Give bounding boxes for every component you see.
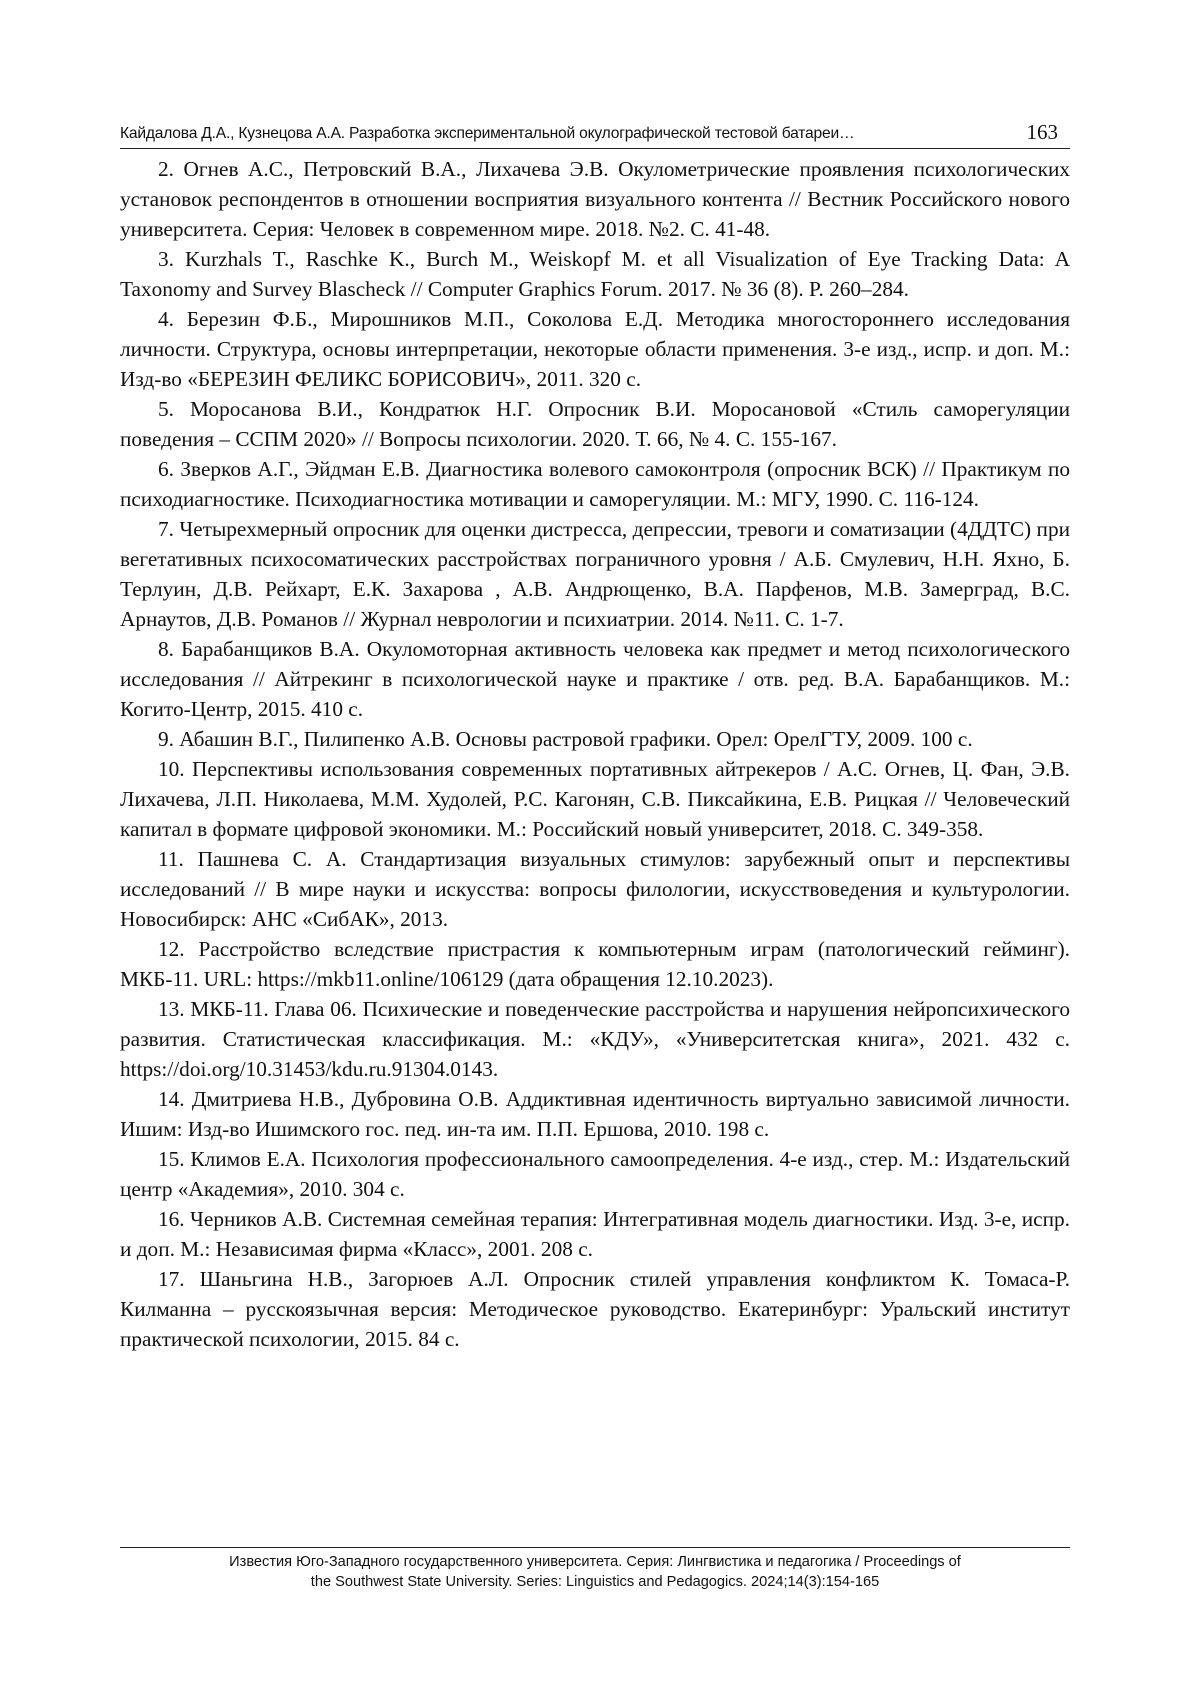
reference-item: 6. Зверков А.Г., Эйдман Е.В. Диагностика волевого самоконтроля (опросник ВСК) // Практикум по психодиагностике. Психодиагностика мотивации и саморегуляции. М.: МГУ, 1990. С. 116-124. — [120, 457, 1070, 511]
reference-item: 12. Расстройство вследствие пристрастия к компьютерным играм (патологический гейминг). МКБ-11. URL: https://mkb11.online/106129 (дата обращения 12.10.2023). — [120, 937, 1070, 991]
reference-item: 4. Березин Ф.Б., Мирошников М.П., Соколова Е.Д. Методика многостороннего исследования личности. Структура, основы интерпретации, некоторые области применения. 3-е изд., испр. и доп. М.: Изд-во «БЕРЕЗИН ФЕЛИКС БОРИСОВИЧ», 2011. 320 с. — [120, 307, 1070, 391]
reference-item: 11. Пашнева С. А. Стандартизация визуальных стимулов: зарубежный опыт и перспективы исследований // В мире науки и искусства: вопросы филологии, искусствоведения и культурологии. Новосибирск: АНС «СибАК», 2013. — [120, 847, 1070, 931]
running-title: Кайдалова Д.А., Кузнецова А.А. Разработка экспериментальной окулографической тестовой батареи… — [120, 125, 855, 142]
running-header — [120, 116, 1070, 149]
reference-list — [120, 154, 1070, 1354]
page-number: 163 — [1026, 120, 1058, 144]
reference-item: 7. Четырехмерный опросник для оценки дистресса, депрессии, тревоги и соматизации (4ДДТС) при вегетативных психосоматических расстройствах пограничного уровня / А.Б. Смулевич, Н.Н. Яхно, Б. Терлуин, Д.В. Рейхарт, Е.К. Захарова , А.В. Андрющенко, В.А. Парфенов, М.В. Замерград, В.С. Арнаутов, Д.В. Романов // Журнал неврологии и психиатрии. 2014. №11. С. 1-7. — [120, 517, 1070, 631]
running-footer — [120, 1547, 1070, 1592]
reference-item: 16. Черников А.В. Системная семейная терапия: Интегративная модель диагностики. Изд. 3-е, испр. и доп. М.: Независимая фирма «Класс», 2001. 208 с. — [120, 1207, 1070, 1261]
reference-item: 2. Огнев А.С., Петровский В.А., Лихачева Э.В. Окулометрические проявления психологических установок респондентов в отношении восприятия визуального контента // Вестник Российского нового университета. Серия: Человек в современном мире. 2018. №2. С. 41-48. — [120, 157, 1070, 241]
reference-item: 13. МКБ-11. Глава 06. Психические и поведенческие расстройства и нарушения нейропсихического развития. Статистическая классификация. М.: «КДУ», «Университетская книга», 2021. 432 с. https://doi.org/10.31453/kdu.ru.91304.0143. — [120, 997, 1070, 1081]
reference-item: 17. Шаньгина Н.В., Загорюев А.Л. Опросник стилей управления конфликтом К. Томаса-Р. Килманна – русскоязычная версия: Методическое руководство. Екатеринбург: Уральский институт практической психологии, 2015. 84 с. — [120, 1267, 1070, 1351]
reference-item: 14. Дмитриева Н.В., Дубровина О.В. Аддиктивная идентичность виртуально зависимой личности. Ишим: Изд-во Ишимского гос. пед. ин-та им. П.П. Ершова, 2010. 198 с. — [120, 1087, 1070, 1141]
footer-citation-line-1: Известия Юго-Западного государственного университета. Серия: Лингвистика и педагогика / Proceedings of — [229, 1554, 961, 1570]
reference-item: 15. Климов Е.А. Психология профессионального самоопределения. 4-е изд., стер. М.: Издательский центр «Академия», 2010. 304 с. — [120, 1147, 1070, 1201]
reference-item: 3. Kurzhals T., Raschke K., Burch M., Weiskopf M. et all Visualization of Eye Tracking Data: A Taxonomy and Survey Blascheck // Computer Graphics Forum. 2017. № 36 (8). P. 260–284. — [120, 247, 1070, 301]
reference-item: 8. Барабанщиков В.А. Окуломоторная активность человека как предмет и метод психологического исследования // Айтрекинг в психологической науке и практике / отв. ред. В.А. Барабанщиков. М.: Когито-Центр, 2015. 410 с. — [120, 637, 1070, 721]
reference-item: 5. Моросанова В.И., Кондратюк Н.Г. Опросник В.И. Моросановой «Стиль саморегуляции поведения – ССПМ 2020» // Вопросы психологии. 2020. Т. 66, № 4. С. 155-167. — [120, 397, 1070, 451]
reference-item: 10. Перспективы использования современных портативных айтрекеров / А.С. Огнев, Ц. Фан, Э.В. Лихачева, Л.П. Николаева, М.М. Худолей, Р.С. Кагонян, С.В. Пиксайкина, Е.В. Рицкая // Человеческий капитал в формате цифровой экономики. М.: Российский новый университет, 2018. С. 349-358. — [120, 757, 1070, 841]
footer-citation-line-2: the Southwest State University. Series: Linguistics and Pedagogics. 2024;14(3):154-165 — [310, 1574, 880, 1590]
reference-item: 9. Абашин В.Г., Пилипенко А.В. Основы растровой графики. Орел: ОрелГТУ, 2009. 100 с. — [158, 727, 973, 751]
